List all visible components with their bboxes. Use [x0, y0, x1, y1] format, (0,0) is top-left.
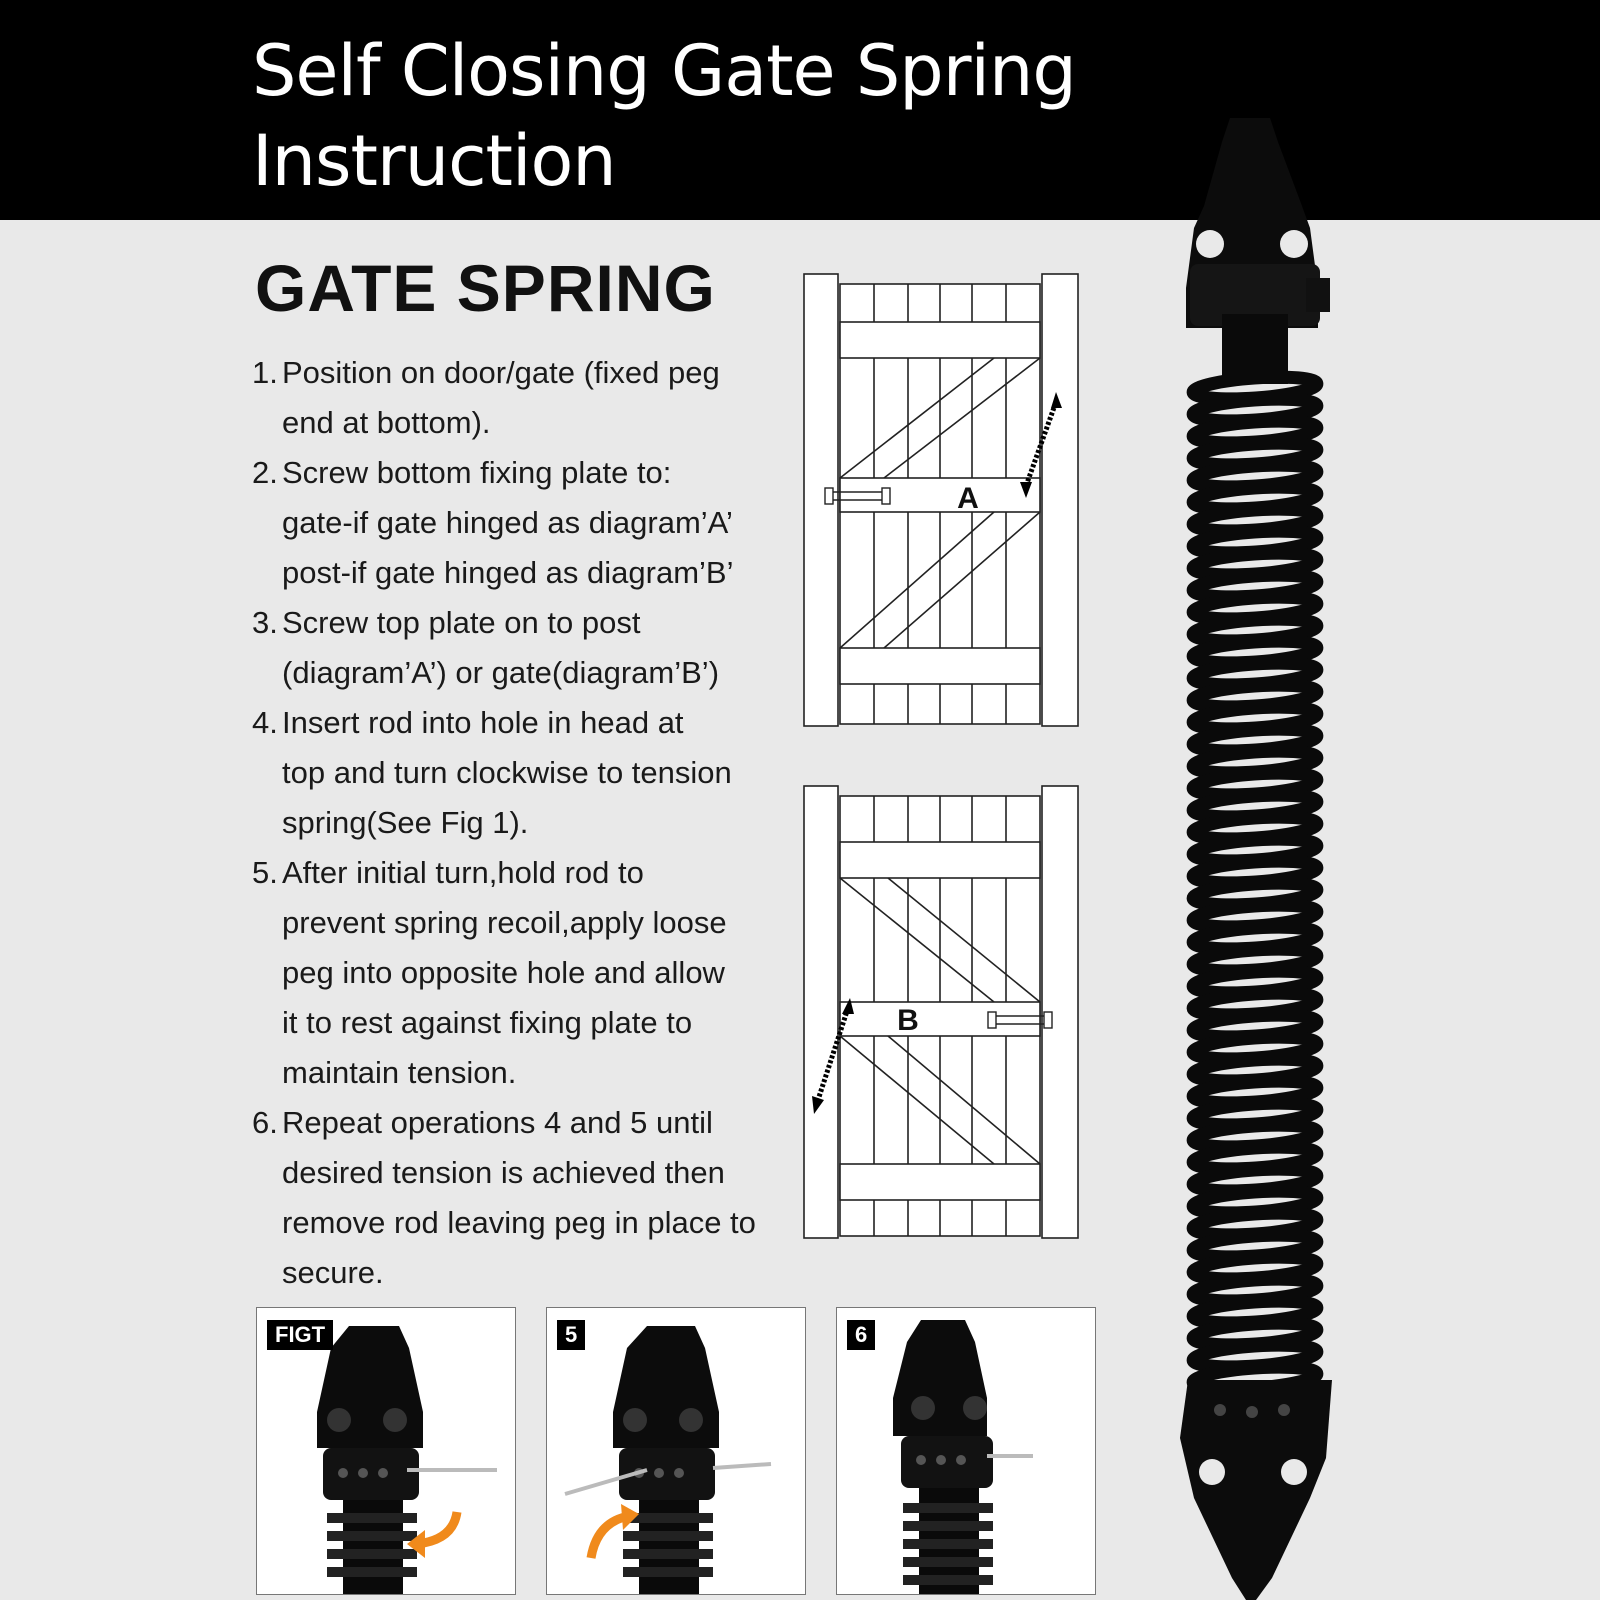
- instruction-step-5: [252, 848, 812, 1098]
- step-number: 4.: [252, 705, 278, 740]
- step-number: 6.: [252, 1105, 278, 1140]
- spring-head-icon: [547, 1308, 805, 1594]
- step-number: 5.: [252, 855, 278, 890]
- panel-label: 5: [557, 1320, 585, 1350]
- panel-label: FIGT: [267, 1320, 333, 1350]
- instruction-step-1: [252, 348, 812, 448]
- instruction-step-6: [252, 1098, 812, 1298]
- photo-panel-5: [546, 1307, 806, 1595]
- step-text: Screw top plate on to post (diagram’A’) or gate(diagram’B’): [282, 605, 720, 690]
- photo-panel-6: [836, 1307, 1096, 1595]
- instruction-list: [252, 348, 812, 1298]
- step-number: 2.: [252, 455, 278, 490]
- photo-panel-figt: [256, 1307, 516, 1595]
- step-text: Repeat operations 4 and 5 until desired tension is achieved then remove rod leaving peg in place to secure.: [282, 1105, 756, 1290]
- gate-spring-photo: [1160, 118, 1360, 1600]
- spring-head-icon: [257, 1308, 515, 1594]
- step-text: After initial turn,hold rod to prevent spring recoil,apply loose peg into opposite hole and allow it to rest against fixing plate to maintain tension.: [282, 855, 727, 1090]
- step-text: Screw bottom fixing plate to: gate-if gate hinged as diagram’A’ post-if gate hinged as diagram’B’: [282, 455, 734, 590]
- spring-head-icon: [837, 1308, 1095, 1594]
- instruction-step-4: [252, 698, 812, 848]
- spring-coils: [1192, 374, 1317, 1393]
- instruction-step-2: [252, 448, 812, 598]
- instruction-step-3: [252, 598, 812, 698]
- section-title: GATE SPRING: [255, 251, 716, 325]
- step-text: Position on door/gate (fixed peg end at bottom).: [282, 355, 720, 440]
- gate-diagram-a: [798, 268, 1088, 732]
- diagram-a-label: A: [957, 482, 979, 515]
- gate-diagram-b: [798, 780, 1088, 1244]
- step-text: Insert rod into hole in head at top and turn clockwise to tension spring(See Fig 1).: [282, 705, 732, 840]
- step-number: 3.: [252, 605, 278, 640]
- step-number: 1.: [252, 355, 278, 390]
- panel-label: 6: [847, 1320, 875, 1350]
- diagram-b-label: B: [897, 1004, 919, 1037]
- page-title: Self Closing Gate Spring Instruction: [252, 30, 1076, 202]
